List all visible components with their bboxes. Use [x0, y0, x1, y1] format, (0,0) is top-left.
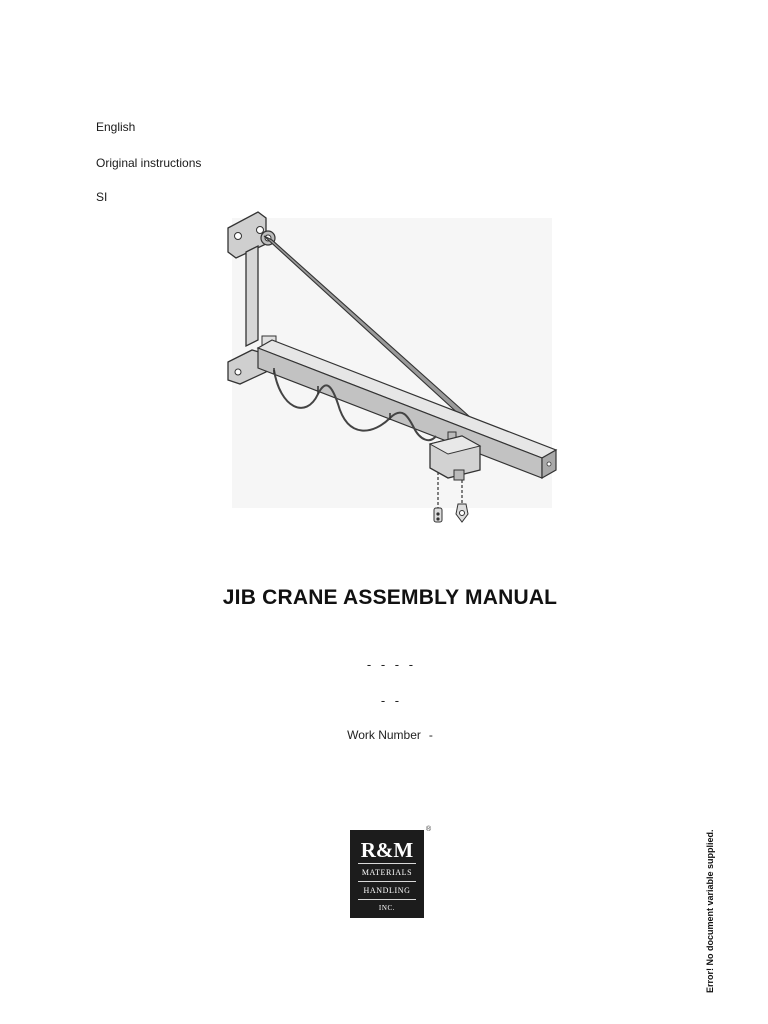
logo-divider: [358, 863, 416, 864]
registered-mark: ®: [426, 826, 432, 833]
placeholder-dashes: - - - -: [366, 657, 414, 672]
logo-line-materials: MATERIALS: [361, 868, 413, 877]
placeholder-dashes: - -: [380, 693, 400, 708]
units-label: SI: [96, 190, 108, 204]
language-label: English: [96, 120, 136, 134]
logo-divider: [358, 881, 416, 882]
logo-line-inc: INC.: [378, 904, 396, 912]
logo-line-handling: HANDLING: [363, 886, 411, 895]
work-number-label: Work Number: [347, 728, 421, 742]
jib-crane-illustration: [222, 208, 562, 530]
work-number-value: -: [428, 728, 433, 742]
side-error-note: Error! No document variable supplied.: [705, 829, 715, 993]
logo-divider: [358, 899, 416, 900]
logo-brand: R&M: [360, 838, 414, 862]
document-title: JIB CRANE ASSEMBLY MANUAL: [222, 586, 558, 609]
company-logo: [350, 830, 424, 918]
work-number: [0, 728, 768, 742]
instructions-label: Original instructions: [96, 156, 202, 170]
